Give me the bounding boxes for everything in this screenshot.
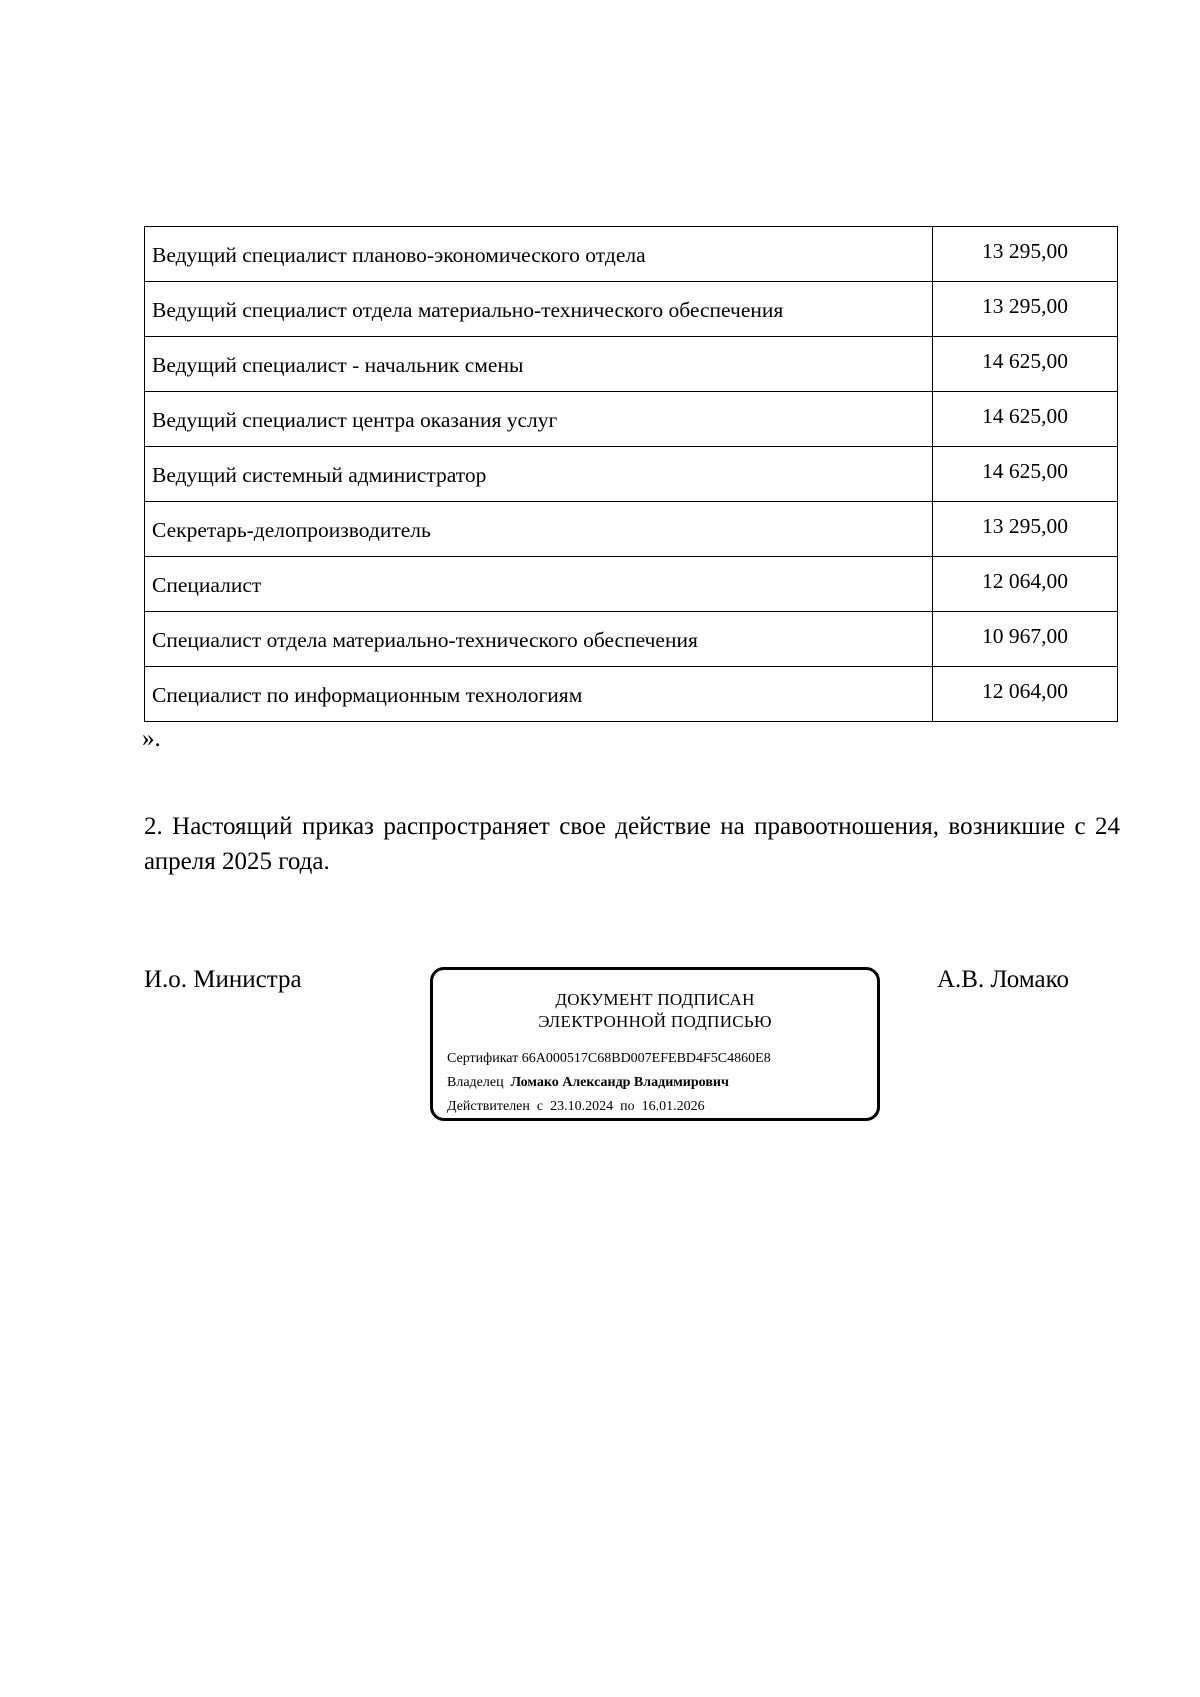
table-row xyxy=(145,502,1118,557)
table-row xyxy=(145,337,1118,392)
closing-quote: ». xyxy=(142,725,161,752)
owner-label: Владелец xyxy=(447,1075,504,1090)
position-cell: Ведущий специалист центра оказания услуг xyxy=(145,392,933,447)
position-cell: Ведущий специалист планово-экономического отдела xyxy=(145,227,933,282)
stamp-validity xyxy=(447,1100,705,1114)
valid-to-label: по xyxy=(620,1099,635,1114)
stamp-heading-line: ДОКУМЕНТ ПОДПИСАН xyxy=(555,990,755,1009)
position-cell: Ведущий системный администратор xyxy=(145,447,933,502)
valid-to: 16.01.2026 xyxy=(641,1099,705,1114)
table-row xyxy=(145,282,1118,337)
table-row xyxy=(145,392,1118,447)
stamp-heading xyxy=(433,989,877,1033)
valid-label: Действителен xyxy=(447,1099,530,1114)
amount-cell: 12 064,00 xyxy=(933,557,1118,612)
position-cell: Ведущий специалист - начальник смены xyxy=(145,337,933,392)
table-row xyxy=(145,667,1118,722)
clause-2: 2. Настоящий приказ распространяет свое действие на правоотношения, возникшие с 24 апреля 2025 года. xyxy=(144,813,1120,875)
certificate-number: 66A000517C68BD007EFEBD4F5C4860E8 xyxy=(521,1051,771,1066)
table-row xyxy=(145,557,1118,612)
electronic-signature-stamp xyxy=(430,967,880,1121)
amount-cell: 13 295,00 xyxy=(933,282,1118,337)
amount-cell: 13 295,00 xyxy=(933,227,1118,282)
stamp-heading-line: ЭЛЕКТРОННОЙ ПОДПИСЬЮ xyxy=(538,1012,772,1031)
position-cell: Специалист xyxy=(145,557,933,612)
amount-cell: 13 295,00 xyxy=(933,502,1118,557)
amount-cell: 12 064,00 xyxy=(933,667,1118,722)
amount-cell: 14 625,00 xyxy=(933,337,1118,392)
valid-from-label: с xyxy=(536,1099,544,1114)
position-cell: Специалист по информационным технологиям xyxy=(145,667,933,722)
position-cell: Специалист отдела материально-технического обеспечения xyxy=(145,612,933,667)
amount-cell: 14 625,00 xyxy=(933,447,1118,502)
owner-name: Ломако Александр Владимирович xyxy=(510,1075,729,1090)
stamp-owner xyxy=(447,1076,729,1090)
table-row xyxy=(145,612,1118,667)
signer-name: А.В. Ломако xyxy=(937,966,1069,993)
table-row xyxy=(145,447,1118,502)
stamp-certificate xyxy=(447,1052,771,1066)
certificate-label: Сертификат xyxy=(447,1051,519,1066)
position-cell: Секретарь-делопроизводитель xyxy=(145,502,933,557)
amount-cell: 14 625,00 xyxy=(933,392,1118,447)
valid-from: 23.10.2024 xyxy=(550,1099,614,1114)
signer-title: И.о. Министра xyxy=(144,966,302,993)
salary-table xyxy=(144,226,1118,722)
position-cell: Ведущий специалист отдела материально-технического обеспечения xyxy=(145,282,933,337)
amount-cell: 10 967,00 xyxy=(933,612,1118,667)
table-row xyxy=(145,227,1118,282)
